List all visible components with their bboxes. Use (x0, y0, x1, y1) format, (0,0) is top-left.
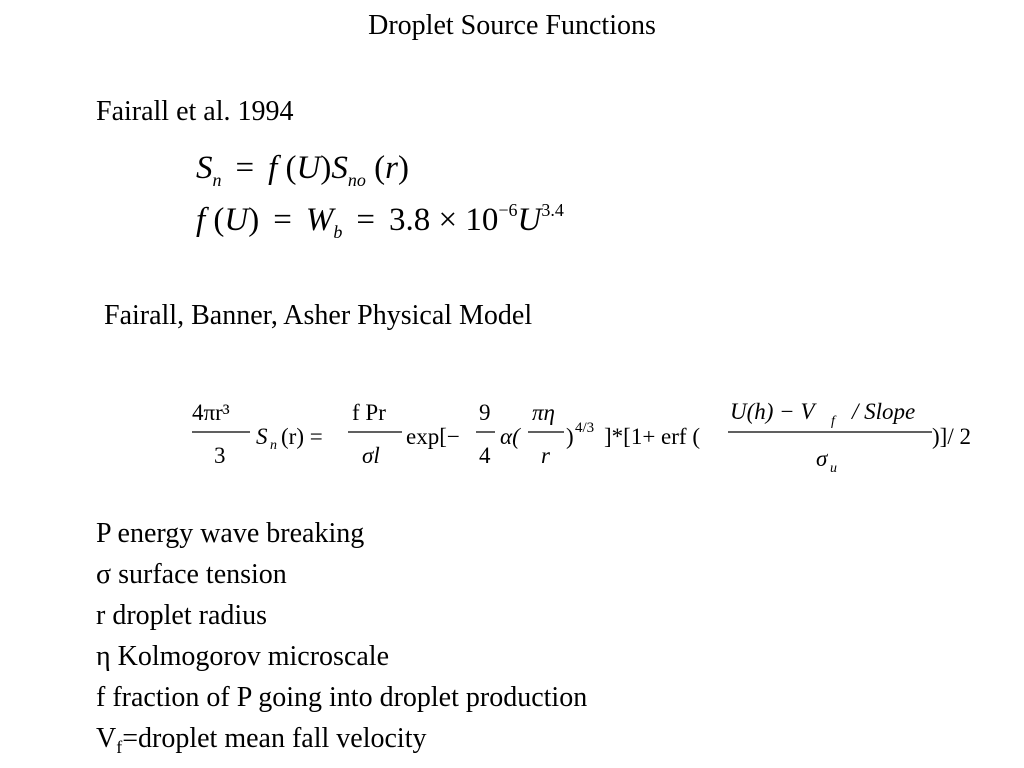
frac5-numerator-tail: / Slope (852, 399, 916, 424)
eq2-U2: U (517, 202, 542, 238)
eq1-f: f (268, 150, 278, 186)
formula-tail: )]/ 2 (932, 424, 971, 449)
frac1-numerator: 4πr³ (192, 400, 230, 425)
eq1-S-sub: no (347, 170, 366, 190)
glossary-vf-text: =droplet mean fall velocity (122, 723, 427, 754)
frac5-denominator-sub: u (830, 461, 837, 476)
eq2-f: f (196, 202, 206, 238)
eq1-r: r (385, 150, 398, 186)
eq2-W-sub: b (333, 222, 343, 242)
alpha-open: α( (500, 424, 520, 449)
frac5-numerator-sub: f (831, 414, 835, 429)
eq2-base: 10 (465, 202, 499, 238)
eq1-U: U (296, 150, 321, 186)
eq2-coef: 3.8 (389, 202, 431, 238)
frac5-numerator: U(h) − V (730, 399, 815, 424)
close-paren: ) (566, 424, 574, 449)
section-heading-fairall-1994: Fairall et al. 1994 (96, 96, 294, 127)
eq2-exp2: 3.4 (541, 200, 564, 220)
formula-lhs: S (256, 424, 268, 449)
equation-whitecap-fraction: f $(U) = W_b = 3.8 \times 10^{-6}U^{3.4}$ (196, 200, 564, 242)
frac2-denominator: σl (362, 443, 380, 468)
glossary-item: η Kolmogorov microscale (96, 641, 390, 672)
physical-model-equation (180, 388, 1000, 478)
frac1-denominator: 3 (214, 443, 226, 468)
eq1-lhs: S (196, 150, 213, 186)
frac2-numerator: f Pr (352, 400, 386, 425)
eq2-U: U (224, 202, 249, 238)
frac3-numerator: 9 (479, 400, 491, 425)
glossary-item: f fraction of P going into droplet production (96, 682, 588, 713)
glossary (96, 513, 587, 759)
exp-open: exp[− (406, 424, 460, 449)
eq1-lhs-sub: n (212, 170, 222, 190)
glossary-vf-sub: f (116, 737, 123, 757)
eq1-S: S (331, 150, 348, 186)
page-title: Droplet Source Functions (368, 10, 656, 41)
equation-source-function: $S_n = f$ $(U)S_{no}$ (r) (196, 150, 409, 190)
eq2-exp: −6 (498, 200, 518, 220)
glossary-vf-symbol: V (96, 723, 117, 754)
formula-lhs-sub: n (270, 438, 277, 453)
frac4-denominator: r (541, 443, 550, 468)
eq2-times: × (438, 202, 458, 238)
power-4-3: 4/3 (575, 420, 595, 436)
formula-lhs-arg: (r) = (281, 424, 323, 449)
glossary-item (96, 718, 587, 759)
frac3-denominator: 4 (479, 443, 491, 468)
glossary-item: σ surface tension (96, 559, 287, 590)
section-heading-physical-model: Fairall, Banner, Asher Physical Model (104, 300, 533, 331)
glossary-item: P energy wave breaking (96, 518, 365, 549)
eq2-W: W (305, 202, 334, 238)
frac5-denominator: σ (816, 446, 828, 471)
erf-middle: ]*[1+ erf ( (604, 424, 700, 449)
glossary-item: r droplet radius (96, 600, 268, 631)
frac4-numerator: πη (532, 400, 555, 425)
